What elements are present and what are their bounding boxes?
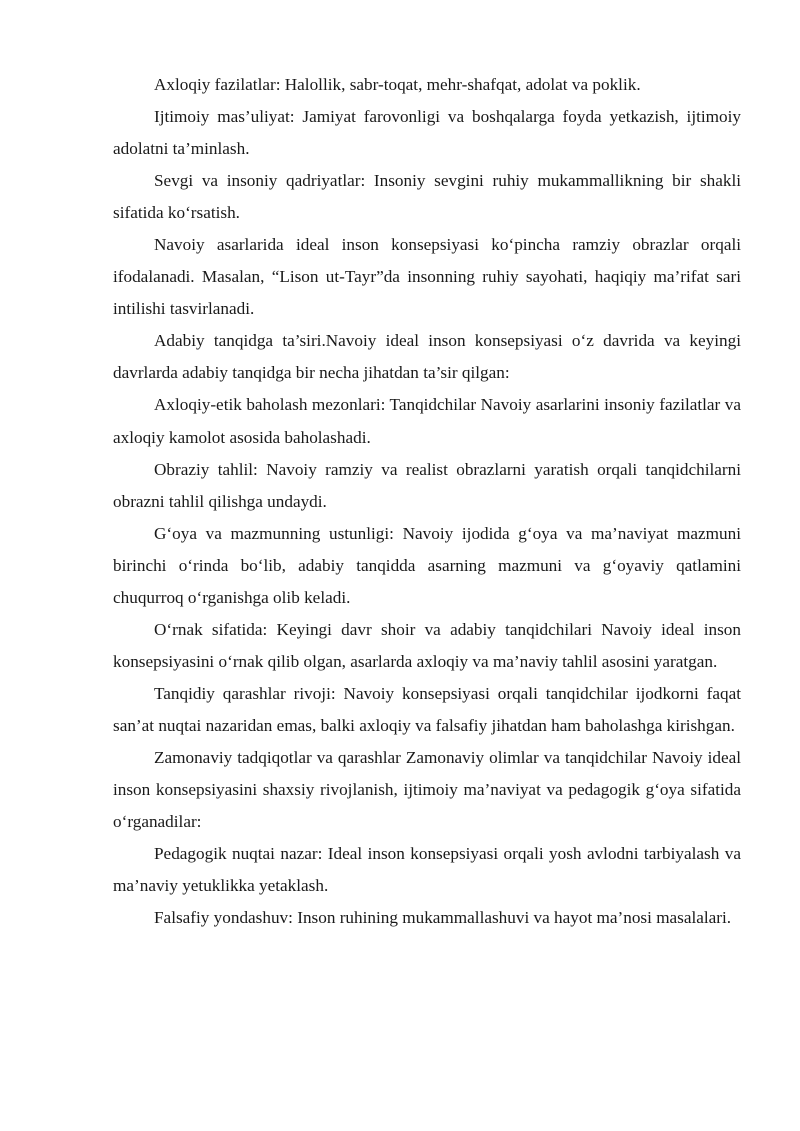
paragraph-moral-virtues: Axloqiy fazilatlar: Halollik, sabr-toqat, mehr-shafqat, adolat va poklik. — [154, 75, 641, 94]
paragraph-as-example: O‘rnak sifatida: Keyingi davr shoir va adabiy tanqidchilari Navoiy ideal inson konsepsiyasini o‘rnak qilib olgan, asarlarda axloqiy va ma’naviy tahlil asosini yaratgan. — [113, 619, 741, 671]
paragraph-symbolic-images: Navoiy asarlarida ideal inson konsepsiyasi ko‘pincha ramziy obrazlar orqali ifodalanadi. Masalan, “Lison ut-Tayr”da insonning ruhiy sayohati, haqiqiy ma’rifat sari intilishi tasvirlanadi. — [113, 235, 741, 319]
paragraph-idea-content: G‘oya va mazmunning ustunligi: Navoiy ijodida g‘oya va ma’naviyat mazmuni birinchi o‘rinda bo‘lib, adabiy tanqidda asarning mazmuni va g‘oyaviy qatlamini chuqurroq o‘rganishga olib keladi. — [113, 523, 741, 607]
paragraph-philosophical-approach: Falsafiy yondashuv: Inson ruhining mukammallashuvi va hayot ma’nosi masalalari. — [154, 908, 732, 928]
paragraph-love-human-values: Sevgi va insoniy qadriyatlar: Insoniy sevgini ruhiy mukammallikning bir shakli sifatida ko‘rsatish. — [113, 171, 741, 223]
paragraph-influence-on-criticism: Adabiy tanqidga ta’siri.Navoiy ideal inson konsepsiyasi o‘z davrida va keyingi davrlarda adabiy tanqidga bir necha jihatdan ta’sir qilgan: — [113, 331, 741, 383]
paragraph-ethical-criteria: Axloqiy-etik baholash mezonlari: Tanqidchilar Navoiy asarlarini insoniy fazilatlar va axloqiy kamolot asosida baholashadi. — [113, 395, 741, 447]
paragraph-critical-views: Tanqidiy qarashlar rivoji: Navoiy konsepsiyasi orqali tanqidchilar ijodkorni faqat san’at nuqtai nazaridan emas, balki axloqiy va falsafiy jihatdan ham baholashga kirishgan. — [113, 683, 741, 735]
paragraph-image-analysis: Obraziy tahlil: Navoiy ramziy va realist obrazlarni yaratish orqali tanqidchilarni obrazni tahlil qilishga undaydi. — [113, 459, 741, 511]
paragraph-social-responsibility: Ijtimoiy mas’uliyat: Jamiyat farovonligi va boshqalarga foyda yetkazish, ijtimoiy adolatni ta’minlash. — [113, 107, 741, 159]
paragraph-pedagogical-view: Pedagogik nuqtai nazar: Ideal inson konsepsiyasi orqali yosh avlodni tarbiyalash va ma’naviy yetuklikka yetaklash. — [113, 844, 741, 896]
document-body — [113, 69, 741, 934]
paragraph-modern-research: Zamonaviy tadqiqotlar va qarashlar Zamonaviy olimlar va tanqidchilar Navoiy ideal inson konsepsiyasini shaxsiy rivojlanish, ijtimoiy ma’naviyat va pedagogik g‘oya sifatida o‘rganadilar: — [113, 747, 741, 832]
